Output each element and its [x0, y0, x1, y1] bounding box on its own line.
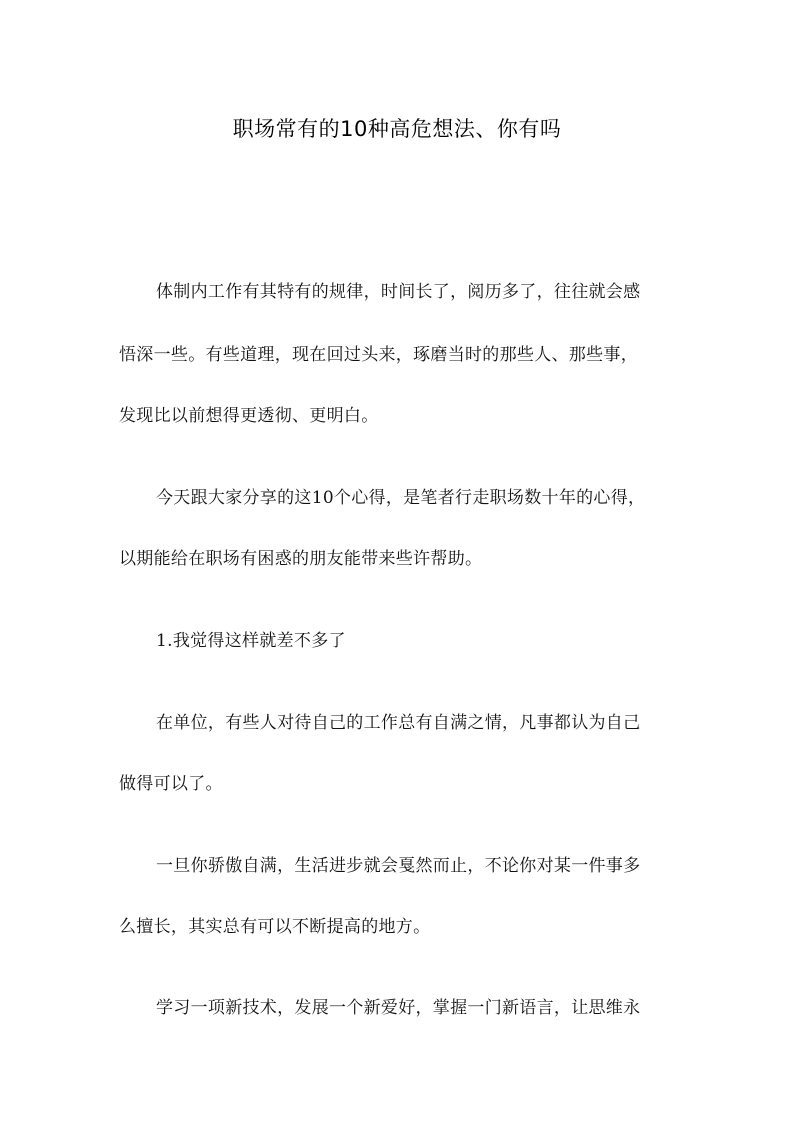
- paragraph-line: 体制内工作有其特有的规律，时间长了，阅历多了，往往就会感: [156, 282, 641, 302]
- paragraph-line: 学习一项新技术，发展一个新爱好，掌握一门新语言，让思维永: [156, 998, 641, 1018]
- paragraph-line: 在单位，有些人对待自己的工作总有自满之情，凡事都认为自己: [156, 713, 641, 733]
- paragraph-line: 以期能给在职场有困惑的朋友能带来些许帮助。: [119, 549, 483, 569]
- paragraph-line: 么擅长，其实总有可以不断提高的地方。: [119, 917, 431, 937]
- paragraph-line: 一旦你骄傲自满，生活进步就会戛然而止，不论你对某一件事多: [156, 856, 641, 876]
- paragraph-line: 做得可以了。: [119, 774, 223, 794]
- paragraph-line: 悟深一些。有些道理，现在回过头来，琢磨当时的那些人、那些事，: [119, 345, 638, 365]
- paragraph-line: 发现比以前想得更透彻、更明白。: [119, 406, 379, 426]
- paragraph-line: 今天跟大家分享的这10个心得，是笔者行走职场数十年的心得，: [156, 488, 646, 508]
- document-title: 职场常有的10种高危想法、你有吗: [232, 117, 562, 141]
- section-heading: 1.我觉得这样就差不多了: [156, 631, 346, 651]
